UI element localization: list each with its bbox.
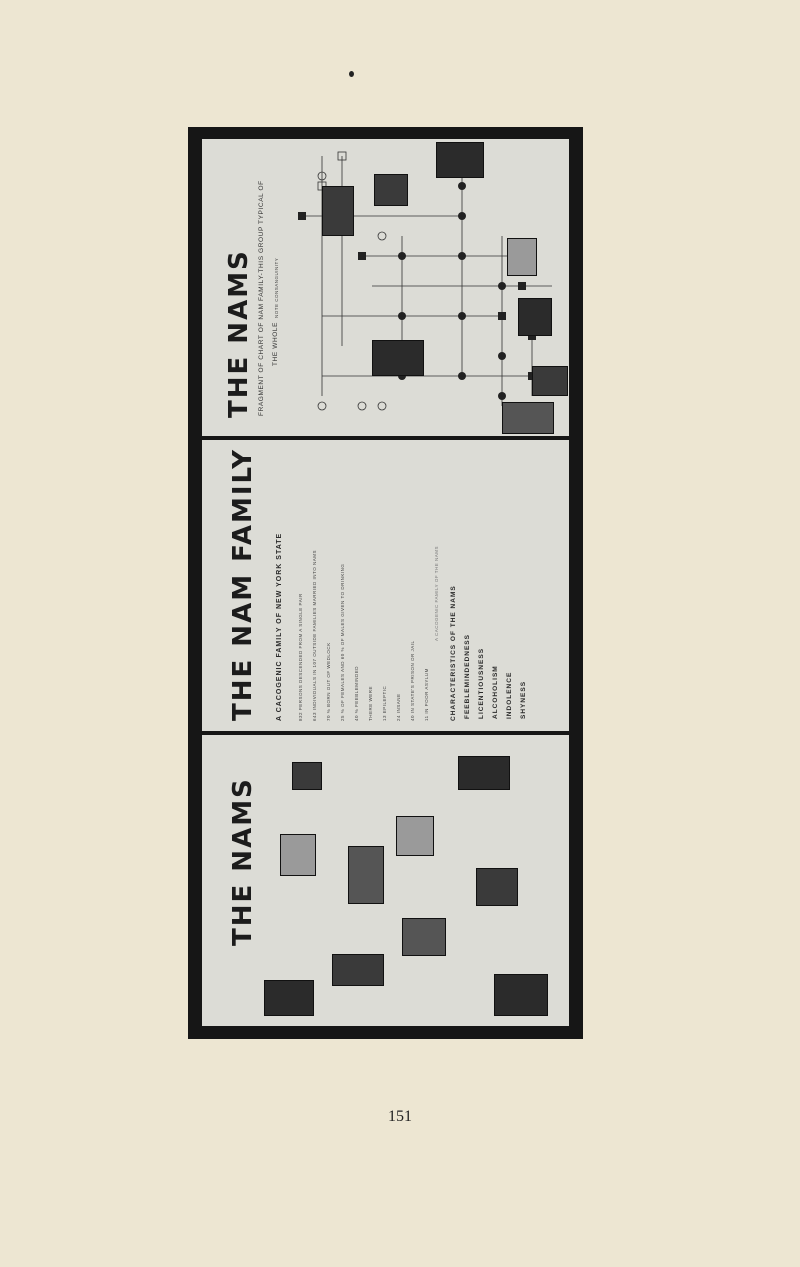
fact-item: 832 PERSONS DESCENDED FROM A SINGLE PAIR <box>298 593 303 721</box>
were-item: 40 IN STATE'S PRISON OR JAIL <box>410 640 415 721</box>
family-photo <box>292 762 322 790</box>
family-photo <box>458 756 510 790</box>
portrait-photo <box>507 238 537 276</box>
stats-panel <box>202 440 569 731</box>
pedigree-title: THE NAMS <box>224 249 254 418</box>
family-photo <box>280 834 316 876</box>
stats-title: THE NAM FAMILY <box>228 448 258 721</box>
characteristics-title: CHARACTERISTICS OF THE NAMS <box>450 585 457 721</box>
characteristic-item: INDOLENCE <box>506 671 513 719</box>
portrait-photo <box>502 402 554 434</box>
were-item: 13 EPILEPTIC <box>382 685 387 721</box>
family-photo <box>348 846 384 904</box>
family-photo <box>476 868 518 906</box>
family-photo <box>264 980 314 1016</box>
pedigree-note: NOTE CONSANGUINITY <box>274 257 279 318</box>
fact-item: 643 INDIVIDUALS IN 107 OUTSIDE FAMILIES MARRIED INTO NAMS <box>312 550 317 721</box>
family-photo <box>494 974 548 1016</box>
exhibit-board <box>188 127 583 1039</box>
speck <box>349 71 354 77</box>
characteristic-item: FEEBLEMINDEDNESS <box>464 634 471 719</box>
portrait-photo <box>374 174 408 206</box>
portrait-photo <box>436 142 484 178</box>
pedigree-panel <box>202 139 569 436</box>
fact-item: 40 % FEEBLEMINDED <box>354 665 359 721</box>
were-item: 11 IN POOR ASYLUM <box>424 668 429 721</box>
fact-item: 25 % OF FEMALES AND 60 % OF MALES GIVEN TO DRINKING <box>340 563 345 721</box>
family-photo <box>396 816 434 856</box>
were-label: THERE WERE <box>368 685 373 721</box>
stats-subtitle: A CACOGENIC FAMILY OF NEW YORK STATE <box>276 532 283 721</box>
portrait-photo <box>372 340 424 376</box>
characteristic-item: ALCOHOLISM <box>492 665 499 719</box>
characteristic-item: LICENTIOUSNESS <box>478 647 485 719</box>
family-photo <box>332 954 384 986</box>
family-photo <box>402 918 446 956</box>
photos-panel <box>202 735 569 1026</box>
fact-item: 70 % BORN OUT OF WEDLOCK <box>326 642 331 721</box>
portrait-photo <box>518 298 552 336</box>
photos-title: THE NAMS <box>228 777 258 946</box>
pedigree-caption-2: THE WHOLE <box>272 321 279 366</box>
portrait-photo <box>322 186 354 236</box>
pedigree-caption: FRAGMENT OF CHART OF NAM FAMILY-THIS GROUP TYPICAL OF <box>258 180 265 416</box>
portrait-photo <box>532 366 568 396</box>
stats-footnote: A CACOGENIC FAMILY OF THE NAMS <box>434 545 439 641</box>
characteristic-item: SHYNESS <box>520 680 527 719</box>
page-number: 151 <box>388 1108 412 1125</box>
were-item: 24 INSANE <box>396 693 401 721</box>
